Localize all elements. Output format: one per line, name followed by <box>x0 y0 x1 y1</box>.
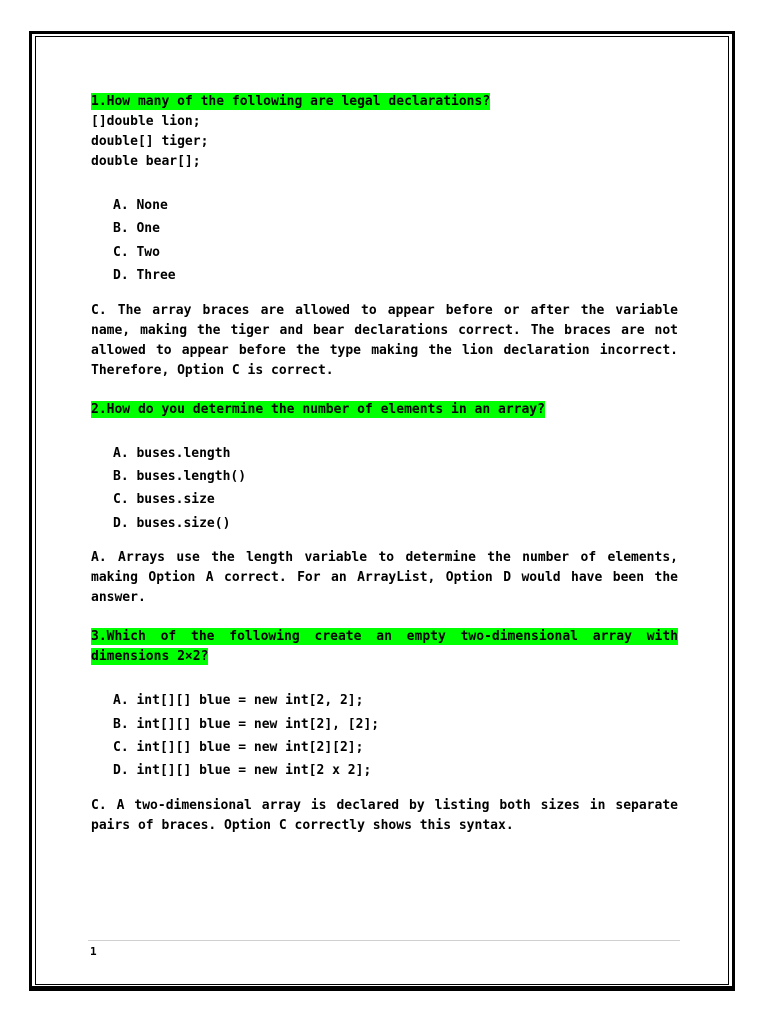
option-d: D. buses.size() <box>113 515 231 531</box>
option-c: C. Two <box>113 244 160 260</box>
option-b: B. buses.length() <box>113 468 247 484</box>
question-1-code <box>91 112 678 172</box>
code-line: double[] tiger; <box>91 134 209 149</box>
option-c: C. buses.size <box>113 492 215 508</box>
question-1 <box>91 92 678 381</box>
option-a: A. buses.length <box>113 445 231 461</box>
question-1-text-block <box>91 92 678 112</box>
question-2-text: 2.How do you determine the number of elements in an array? <box>91 401 545 417</box>
question-3-text-block <box>91 627 678 667</box>
option-a: A. None <box>113 198 168 213</box>
code-line: []double lion; <box>91 114 201 129</box>
question-2 <box>91 400 678 609</box>
footer-divider <box>88 940 680 941</box>
option-d: D. int[][] blue = new int[2 x 2]; <box>113 763 372 779</box>
option-b: B. int[][] blue = new int[2], [2]; <box>113 716 380 732</box>
question-1-options <box>91 194 678 288</box>
question-3-options <box>91 689 678 783</box>
question-3 <box>91 627 678 836</box>
page-number: 1 <box>90 945 97 958</box>
question-2-text-block <box>91 400 678 420</box>
option-d: D. Three <box>113 268 176 284</box>
option-a: A. int[][] blue = new int[2, 2]; <box>113 693 364 709</box>
option-b: B. One <box>113 221 160 237</box>
question-2-options <box>91 442 678 536</box>
question-3-explanation: C. A two-dimensional array is declared by listing both sizes in separate pairs of braces. Option C correctly shows this syntax. <box>91 797 678 833</box>
question-1-text: 1.How many of the following are legal declarations? <box>91 94 491 109</box>
option-c: C. int[][] blue = new int[2][2]; <box>113 739 364 755</box>
question-2-explanation: A. Arrays use the length variable to determine the number of elements, making Option A correct. For an ArrayList, Option D would have been the answer. <box>91 550 678 606</box>
question-3-text: 3.Which of the following create an empty two-dimensional array with dimensions 2×2? <box>91 629 678 665</box>
document-body <box>91 92 678 836</box>
question-1-explanation: C. The array braces are allowed to appear before or after the variable name, making the tiger and bear declarations correct. The braces are not allowed to appear before the type making the lion declaration incorrect. Therefore, Option C is correct. <box>91 302 678 378</box>
code-line: double bear[]; <box>91 154 201 169</box>
